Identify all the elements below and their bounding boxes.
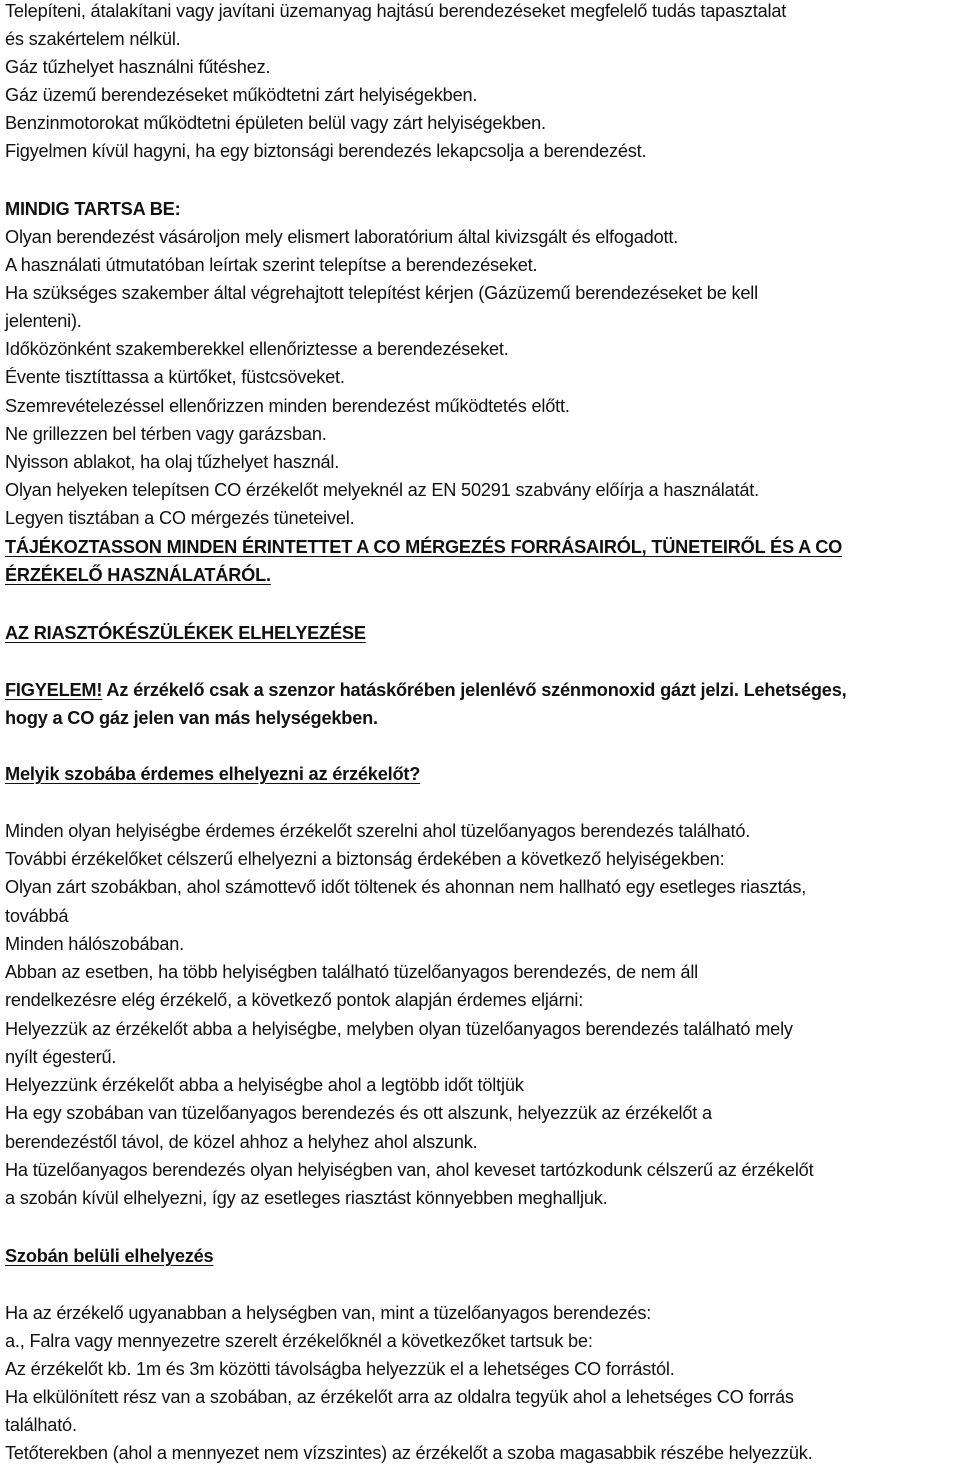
- figyelem-line: hogy a CO gáz jelen van más helységekben.: [5, 708, 378, 728]
- szoban-line: Az érzékelőt kb. 1m és 3m közötti távolságba helyezzük el a lehetséges CO forrástól.: [5, 1359, 675, 1379]
- szoban-line: Ha elkülönített rész van a szobában, az érzékelőt arra az oldalra tegyük ahol a lehetséges CO forrás: [5, 1387, 794, 1407]
- mindig-line: Legyen tisztában a CO mérgezés tüneteivel.: [5, 508, 355, 528]
- szoban-line: található.: [5, 1415, 77, 1435]
- melyik-line: berendezéstől távol, de közel ahhoz a helyhez ahol alszunk.: [5, 1132, 478, 1152]
- mindig-line: Ha szükséges szakember által végrehajtott telepítést kérjen (Gázüzemű berendezéseket be kell: [5, 283, 758, 303]
- melyik-line: Olyan zárt szobákban, ahol számottevő időt töltenek és ahonnan nem hallható egy esetleges riasztás,: [5, 877, 807, 897]
- melyik-line: nyílt égesterű.: [5, 1047, 117, 1067]
- melyik-line: Ha tüzelőanyagos berendezés olyan helyiségben van, ahol keveset tartózkodunk célszerű az érzékelőt: [5, 1160, 814, 1180]
- melyik-line: Helyezzünk érzékelőt abba a helyiségbe ahol a legtöbb időt töltjük: [5, 1075, 524, 1095]
- melyik-line: Minden hálószobában.: [5, 934, 185, 954]
- elhelyezes-heading: AZ RIASZTÓKÉSZÜLÉKEK ELHELYEZÉSE: [5, 623, 366, 643]
- mindig-line: Ne grillezzen bel térben vagy garázsban.: [5, 424, 327, 444]
- warning-line: Gáz üzemű berendezéseket működtetni zárt helyiségekben.: [5, 85, 478, 105]
- melyik-heading: Melyik szobába érdemes elhelyezni az érzékelőt?: [5, 764, 421, 784]
- tajekoztasson-line: ÉRZÉKELŐ HASZNÁLATÁRÓL.: [5, 565, 271, 585]
- figyelem-label: FIGYELEM!: [5, 680, 103, 700]
- figyelem-text: Az érzékelő csak a szenzor hatáskőrében jelenlévő szénmonoxid gázt jelzi. Lehetséges,: [102, 680, 847, 700]
- melyik-line: Ha egy szobában van tüzelőanyagos berendezés és ott alszunk, helyezzük az érzékelőt a: [5, 1103, 712, 1123]
- mindig-heading: MINDIG TARTSA BE:: [5, 199, 181, 219]
- melyik-line: Minden olyan helyiségbe érdemes érzékelőt szerelni ahol tüzelőanyagos berendezés található.: [5, 821, 751, 841]
- melyik-line: Helyezzük az érzékelőt abba a helyiségbe, melyben olyan tüzelőanyagos berendezés található mely: [5, 1019, 793, 1039]
- warning-line: és szakértelem nélkül.: [5, 29, 181, 49]
- warning-line: Telepíteni, átalakítani vagy javítani üzemanyag hajtású berendezéseket megfelelő tudás tapasztalat: [5, 1, 787, 21]
- szoban-heading: Szobán belüli elhelyezés: [5, 1246, 214, 1266]
- szoban-line: a., Falra vagy mennyezetre szerelt érzékelőknél a következőket tartsuk be:: [5, 1331, 593, 1351]
- melyik-line: További érzékelőket célszerű elhelyezni a biztonság érdekében a következő helyiségekben:: [5, 849, 725, 869]
- mindig-line: Olyan berendezést vásároljon mely elismert laboratórium által kivizsgált és elfogadott.: [5, 227, 679, 247]
- mindig-line: Szemrevételezéssel ellenőrizzen minden berendezést működtetés előtt.: [5, 396, 570, 416]
- mindig-line: Évente tisztíttassa a kürtőket, füstcsöveket.: [5, 367, 345, 387]
- mindig-line: Nyisson ablakot, ha olaj tűzhelyet használ.: [5, 452, 340, 472]
- szoban-line: Ha az érzékelő ugyanabban a helységben van, mint a tüzelőanyagos berendezés:: [5, 1303, 652, 1323]
- tajekoztasson-line: TÁJÉKOZTASSON MINDEN ÉRINTETTET A CO MÉRGEZÉS FORRÁSAIRÓL, TÜNETEIRŐL ÉS A CO: [5, 537, 843, 557]
- mindig-line: Időközönként szakemberekkel ellenőriztesse a berendezéseket.: [5, 339, 509, 359]
- warning-line: Benzinmotorokat működtetni épületen belül vagy zárt helyiségekben.: [5, 113, 546, 133]
- mindig-line: Olyan helyeken telepítsen CO érzékelőt melyeknél az EN 50291 szabvány előírja a használatát.: [5, 480, 759, 500]
- figyelem-line: [5, 677, 847, 703]
- melyik-line: a szobán kívül elhelyezni, így az esetleges riasztást könnyebben meghalljuk.: [5, 1188, 608, 1208]
- mindig-line: jelenteni).: [5, 311, 82, 331]
- mindig-line: A használati útmutatóban leírtak szerint telepítse a berendezéseket.: [5, 255, 538, 275]
- melyik-line: Abban az esetben, ha több helyiségben található tüzelőanyagos berendezés, de nem áll: [5, 962, 699, 982]
- warning-line: Figyelmen kívül hagyni, ha egy biztonsági berendezés lekapcsolja a berendezést.: [5, 141, 647, 161]
- szoban-line: Tetőterekben (ahol a mennyezet nem vízszintes) az érzékelőt a szoba magasabbik részébe helyezzük.: [5, 1443, 813, 1463]
- warning-line: Gáz tűzhelyet használni fűtéshez.: [5, 57, 271, 77]
- melyik-line: továbbá: [5, 906, 69, 926]
- melyik-line: rendelkezésre elég érzékelő, a következő pontok alapján érdemes eljárni:: [5, 990, 584, 1010]
